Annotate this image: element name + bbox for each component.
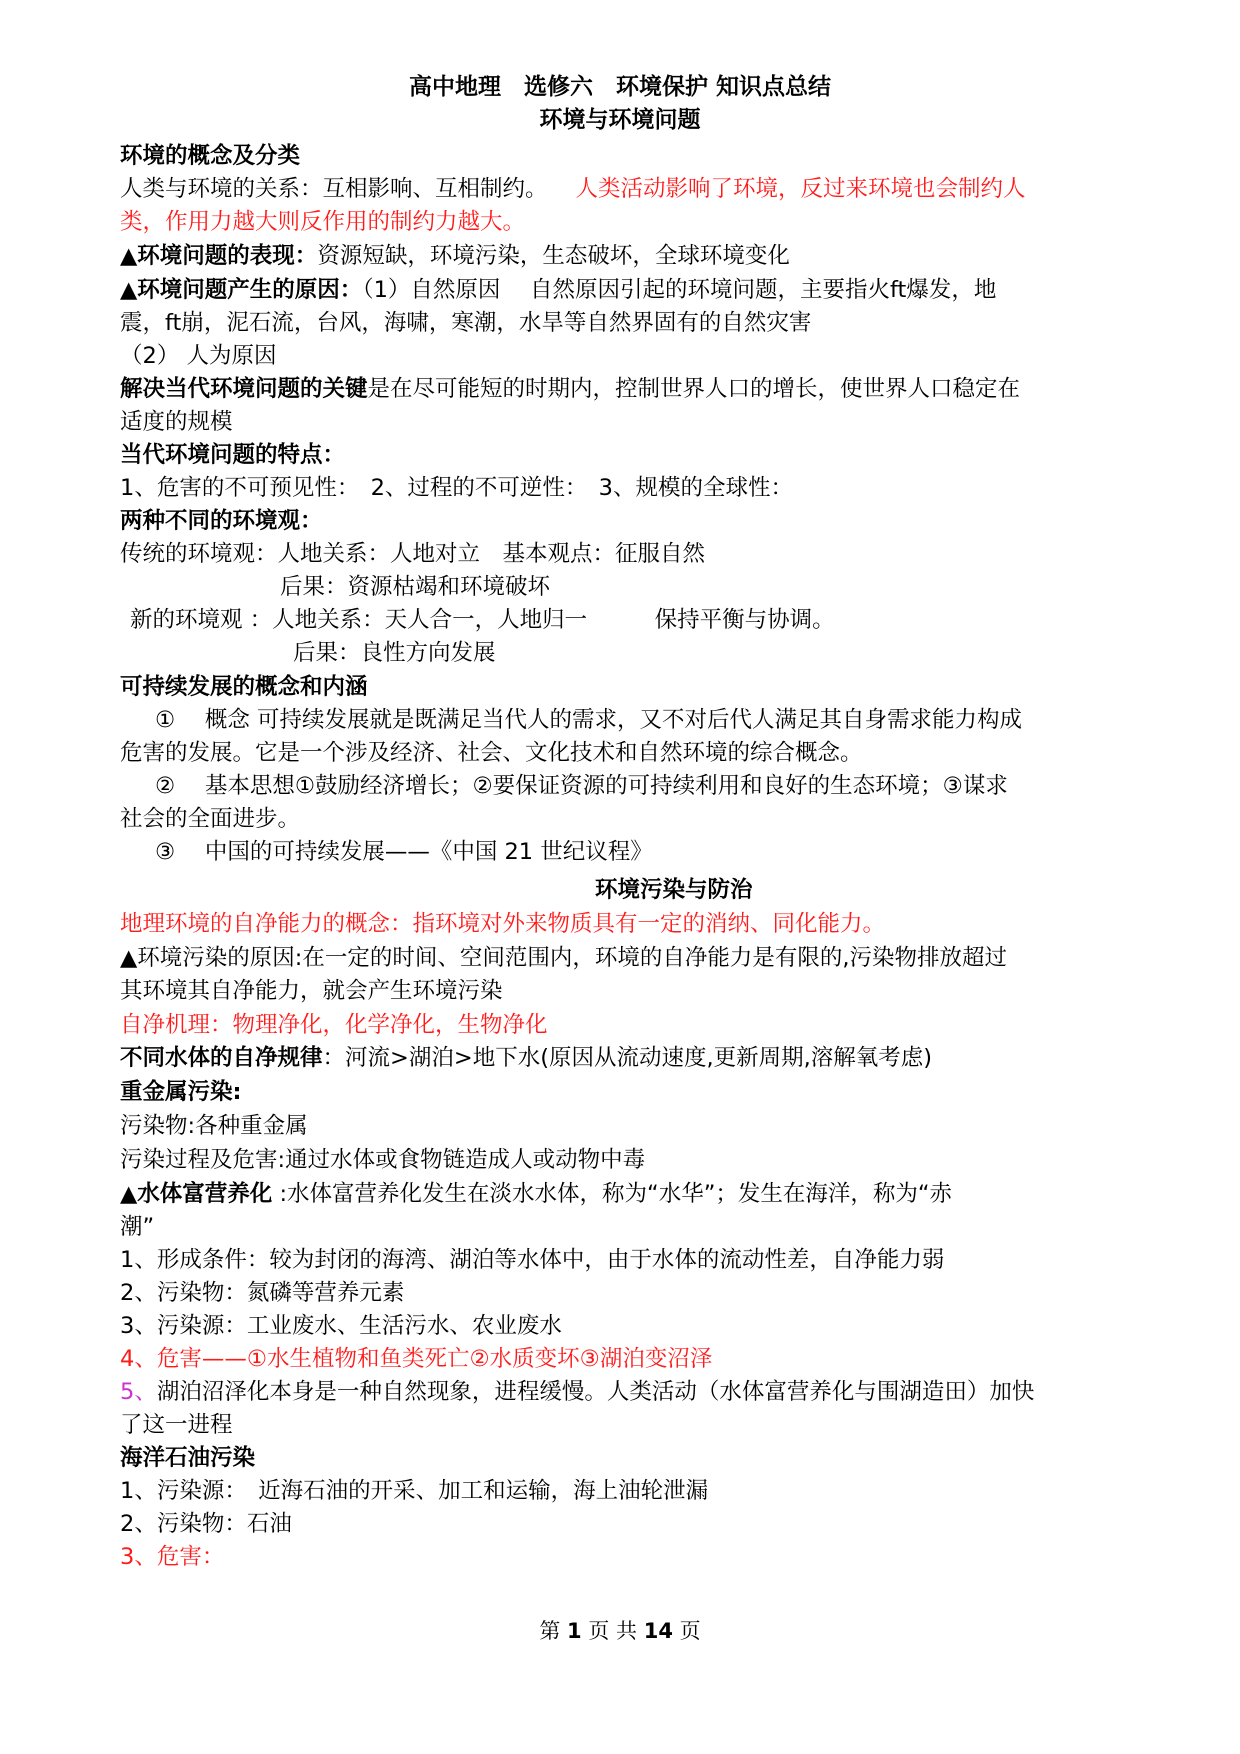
heading-sustainable: 可持续发展的概念和内涵 <box>120 674 368 700</box>
manifestation-label: ▲环境问题的表现： <box>120 243 318 269</box>
page-total: 14 <box>643 1619 673 1643</box>
heavy-metal-pollutant: 污染物:各种重金属 <box>120 1113 308 1139</box>
pollution-cause-cont: 其环境其自净能力，就会产生环境污染 <box>120 978 503 1004</box>
document-title: 高中地理 选修六 环境保护 知识点总结 <box>408 74 831 100</box>
eutrophication-item-5-text: 湖泊沼泽化本身是一种自然现象，进程缓慢。人类活动（水体富营养化与围湖造田）加快 <box>156 1379 1035 1405</box>
manifestation-text: 资源短缺，环境污染，生态破坏，全球环境变化 <box>317 243 790 269</box>
water-rule-label: 不同水体的自净规律 <box>120 1045 323 1071</box>
water-rule-text: ：河流>湖泊>地下水(原因从流动速度,更新周期,溶解氧考虑) <box>322 1045 933 1071</box>
self-purification-definition: 地理环境的自净能力的概念：指环境对外来物质具有一定的消纳、同化能力。 <box>120 911 886 937</box>
oil-item-1: 1、污染源： 近海石油的开采、加工和运输，海上油轮泄漏 <box>120 1478 709 1504</box>
paragraph-relation <box>120 173 1130 206</box>
new-view: 新的环境观 ：人地关系：天人合一，人地归一 保持平衡与协调。 <box>130 607 835 633</box>
section-title-env-problems: 环境与环境问题 <box>539 107 701 133</box>
features-list: 1、危害的不可预见性： 2、过程的不可逆性： 3、规模的全球性： <box>120 475 793 501</box>
paragraph-water-rule <box>120 1042 1130 1075</box>
eutrophication-text-cont: 潮” <box>120 1214 155 1240</box>
paragraph-key-solution <box>120 373 1130 406</box>
causes-text-cont: 震，ft崩，泥石流，台风，海啸，寒潮，水旱等自然界固有的自然灾害 <box>120 310 812 336</box>
sustainable-china: ③ 中国的可持续发展——《中国 21 世纪议程》 <box>155 839 653 865</box>
traditional-consequence: 后果：资源枯竭和环境破坏 <box>280 574 551 600</box>
oil-item-3: 3、危害： <box>120 1544 225 1570</box>
heading-env-concept: 环境的概念及分类 <box>120 143 301 169</box>
eutrophication-item-1: 1、形成条件：较为封闭的海湾、湖泊等水体中，由于水体的流动性差，自净能力弱 <box>120 1247 945 1273</box>
causes-human: （2） 人为原因 <box>120 343 277 369</box>
self-purification-mechanism: 自净机理：物理净化，化学净化，生物净化 <box>120 1012 548 1038</box>
heading-features: 当代环境问题的特点： <box>120 442 346 468</box>
key-solution-label: 解决当代环境问题的关键 <box>120 376 368 402</box>
eutrophication-item-2: 2、污染物：氮磷等营养元素 <box>120 1280 405 1306</box>
oil-item-2: 2、污染物：石油 <box>120 1511 292 1537</box>
pollution-cause: ▲环境污染的原因:在一定的时间、空间范围内，环境的自净能力是有限的,污染物排放超过 <box>120 945 1008 971</box>
causes-text: （1）自然原因 自然原因引起的环境问题，主要指火ft爆发，地 <box>362 277 997 303</box>
sustainable-concept: ① 概念 可持续发展就是既满足当代人的需求，又不对后代人满足其自身需求能力构成 <box>155 707 1022 733</box>
traditional-view: 传统的环境观：人地关系：人地对立 基本观点：征服自然 <box>120 541 706 567</box>
footer-suffix: 页 <box>672 1619 701 1643</box>
heading-env-views: 两种不同的环境观： <box>120 508 323 534</box>
new-consequence: 后果：良性方向发展 <box>293 640 496 666</box>
sustainable-idea: ② 基本思想①鼓励经济增长；②要保证资源的可持续利用和良好的生态环境；③谋求 <box>155 773 1008 799</box>
relation-text: 人类与环境的关系：互相影响、互相制约。 <box>120 176 548 202</box>
sustainable-concept-cont: 危害的发展。它是一个涉及经济、社会、文化技术和自然环境的综合概念。 <box>120 740 863 766</box>
sustainable-idea-cont: 社会的全面进步。 <box>120 806 301 832</box>
heading-oil-pollution: 海洋石油污染 <box>120 1445 256 1471</box>
paragraph-env-manifestation <box>120 240 1130 273</box>
paragraph-eutrophication <box>120 1178 1130 1211</box>
page-number: 1 <box>567 1619 582 1643</box>
key-solution-text: 是在尽可能短的时期内，控制世界人口的增长，使世界人口稳定在 <box>367 376 1021 402</box>
key-solution-cont: 适度的规模 <box>120 409 233 435</box>
eutrophication-label: ▲水体富营养化 <box>120 1181 273 1207</box>
footer-prefix: 第 <box>539 1619 568 1643</box>
page-footer <box>0 1616 1240 1646</box>
footer-middle: 页 共 <box>581 1619 644 1643</box>
heading-heavy-metal: 重金属污染: <box>120 1079 242 1105</box>
section-title-pollution: 环境污染与防治 <box>595 877 753 903</box>
eutrophication-item-5 <box>120 1376 1130 1409</box>
relation-highlight-cont: 类，作用力越大则反作用的制约力越大。 <box>120 209 526 235</box>
relation-highlight: 人类活动影响了环境，反过来环境也会制约人 <box>575 176 1026 202</box>
heavy-metal-harm: 污染过程及危害:通过水体或食物链造成人或动物中毒 <box>120 1147 646 1173</box>
eutrophication-item-5-cont: 了这一进程 <box>120 1412 233 1438</box>
eutrophication-item-4: 4、危害——①水生植物和鱼类死亡②水质变坏③湖泊变沼泽 <box>120 1346 713 1372</box>
eutrophication-text: :水体富营养化发生在淡水水体，称为“水华”；发生在海洋，称为“赤 <box>272 1181 953 1207</box>
paragraph-env-causes <box>120 274 1130 307</box>
eutrophication-item-5-number: 5、 <box>120 1379 157 1405</box>
causes-label: ▲环境问题产生的原因： <box>120 277 363 303</box>
eutrophication-item-3: 3、污染源：工业废水、生活污水、农业废水 <box>120 1313 562 1339</box>
